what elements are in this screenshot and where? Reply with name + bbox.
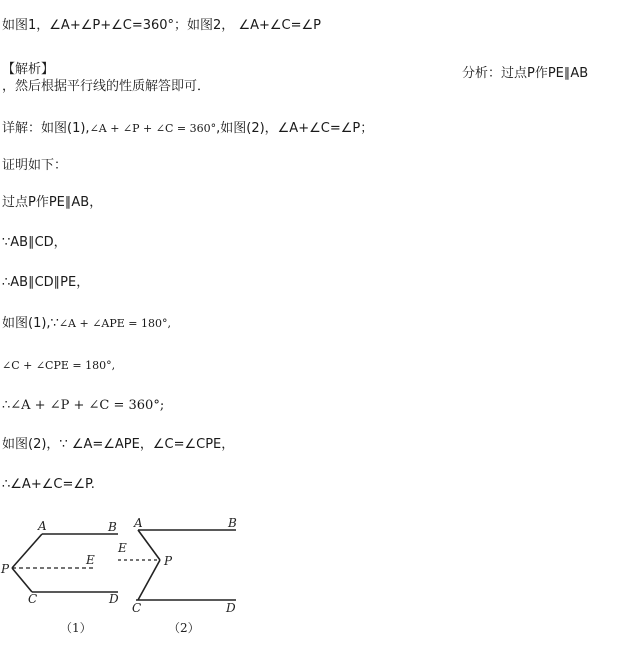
analysis-text: 分析：过点P作PE∥AB bbox=[462, 66, 589, 81]
proof-step-6: ∴∠A + ∠P + ∠C = 360°; bbox=[2, 398, 165, 413]
fig1-label-p: P bbox=[1, 562, 10, 576]
fig1-caption: （1） bbox=[60, 621, 92, 635]
fig1-label-c: C bbox=[28, 592, 38, 606]
fig2-line-ap bbox=[138, 530, 160, 560]
fig2-label-c: C bbox=[132, 601, 142, 615]
proof-step-1: 过点P作PE∥AB， bbox=[2, 195, 103, 210]
fig1-label-b: B bbox=[108, 520, 117, 534]
detail-prefix: 详解：如图(1), bbox=[2, 121, 90, 136]
proof-step-8: ∴∠A+∠C=∠P. bbox=[2, 477, 95, 492]
fig2-label-a: A bbox=[134, 516, 143, 530]
detail-formula: ∠A + ∠P + ∠C = 360° bbox=[89, 122, 217, 135]
proof-step-7: 如图(2)，∵ ∠A=∠APE，∠C=∠CPE， bbox=[2, 437, 235, 452]
proof-intro: 证明如下： bbox=[2, 158, 68, 173]
analysis-header: 【解析】 bbox=[2, 62, 55, 77]
fig2-line-pc bbox=[138, 560, 160, 600]
fig2-label-b: B bbox=[228, 516, 237, 530]
figure-1 bbox=[12, 534, 118, 592]
conclusion-line: 如图1，∠A+∠P+∠C=360°；如图2， ∠A+∠C=∠P bbox=[2, 18, 321, 33]
analysis-continuation: ，然后根据平行线的性质解答即可． bbox=[2, 79, 211, 94]
fig1-line-pa bbox=[12, 534, 42, 568]
fig1-label-a: A bbox=[38, 519, 47, 533]
figure-2 bbox=[118, 530, 236, 600]
proof-step-4-prefix: 如图(1),∵ bbox=[2, 316, 59, 331]
figure-2-labels bbox=[117, 516, 237, 635]
figure-1-labels bbox=[0, 519, 119, 635]
proof-step-4-formula: ∠A + ∠APE = 180°, bbox=[58, 317, 171, 330]
proof-step-5: ∠C + ∠CPE = 180°, bbox=[2, 359, 116, 372]
detail-suffix: ,如图(2)，∠A+∠C=∠P； bbox=[216, 121, 374, 136]
fig2-caption: （2） bbox=[168, 621, 200, 635]
fig1-line-pc bbox=[12, 568, 32, 592]
fig2-label-d: D bbox=[226, 601, 236, 615]
proof-step-2: ∵AB∥CD， bbox=[2, 235, 67, 250]
fig2-label-p: P bbox=[164, 554, 173, 568]
fig1-label-d: D bbox=[109, 592, 119, 606]
fig1-label-e: E bbox=[86, 553, 95, 567]
proof-step-3: ∴AB∥CD∥PE， bbox=[2, 275, 90, 290]
fig2-label-e: E bbox=[118, 541, 127, 555]
